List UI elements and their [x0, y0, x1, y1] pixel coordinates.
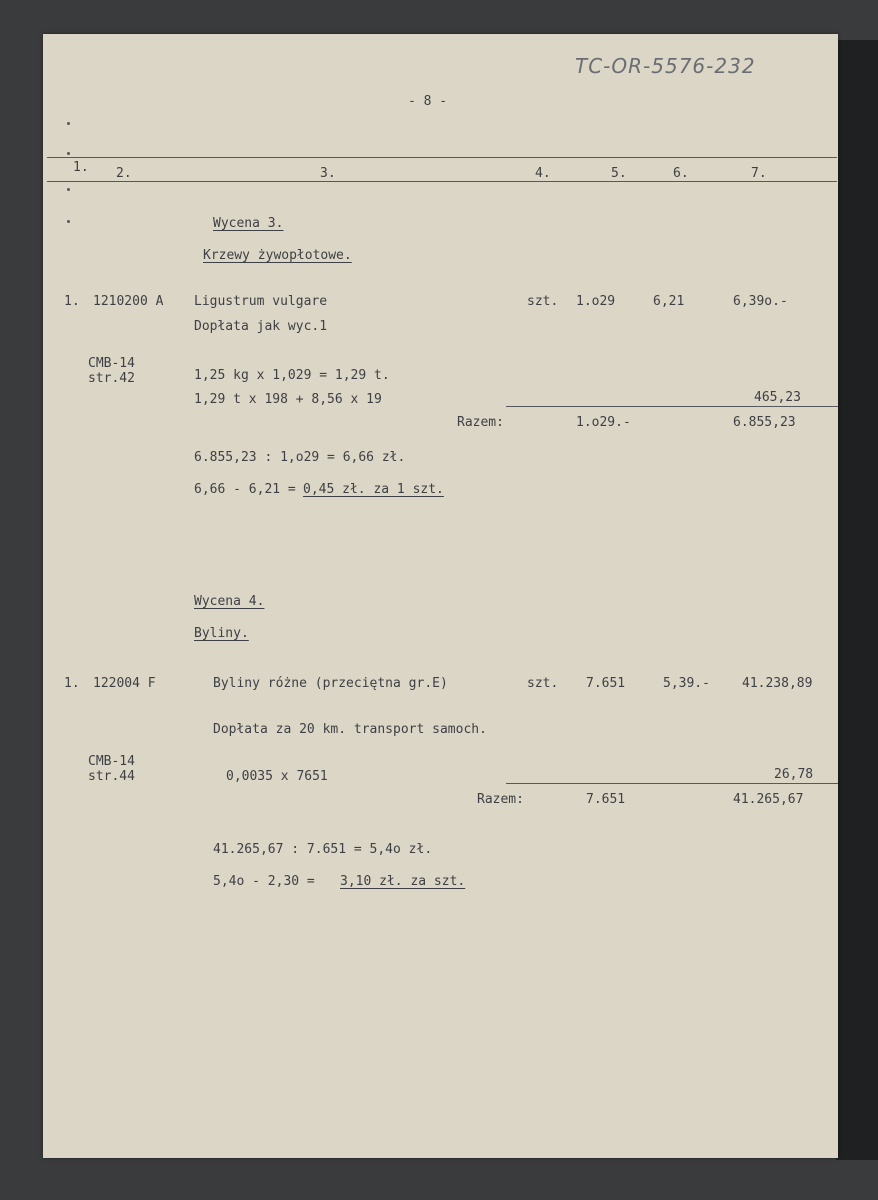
wycena4-sum-rule [506, 783, 838, 784]
wycena4-item-qty: 7.651 [586, 676, 626, 691]
wycena4-subheading: Byliny. [194, 626, 249, 641]
wycena3-item-price: 6,21 [653, 294, 685, 309]
wycena4-item-lp: 1. [64, 676, 80, 691]
wycena3-calc2-value: 465,23 [754, 390, 801, 405]
document-page [43, 34, 838, 1158]
wycena4-item-name: Byliny różne (przeciętna gr.E) [213, 676, 448, 691]
margin-mark [67, 122, 70, 125]
column-number-2: 2. [116, 166, 132, 181]
wycena4-heading: Wycena 4. [194, 594, 265, 609]
wycena4-item-value: 41.238,89 [742, 676, 813, 691]
wycena3-subheading: Krzewy żywopłotowe. [203, 248, 352, 263]
wycena4-item-code: 122004 F [93, 676, 156, 691]
wycena3-razem-qty: 1.o29.- [576, 415, 631, 430]
wycena4-item-price: 5,39.- [663, 676, 710, 691]
wycena3-ref-line2: str.42 [88, 371, 135, 386]
wycena4-item-unit: szt. [527, 676, 559, 691]
wycena3-item-qty: 1.o29 [576, 294, 616, 309]
wycena3-result2-prefix: 6,66 - 6,21 = [194, 482, 296, 497]
wycena4-razem-label: Razem: [477, 792, 524, 807]
wycena3-result2-final: 0,45 zł. za 1 szt. [303, 482, 444, 497]
wycena4-note: Dopłata za 20 km. transport samoch. [213, 722, 487, 737]
wycena3-razem-value: 6.855,23 [733, 415, 796, 430]
wycena4-result2-final: 3,10 zł. za szt. [340, 874, 466, 889]
page-number: - 8 - [408, 94, 448, 109]
wycena3-result1: 6.855,23 : 1,o29 = 6,66 zł. [194, 450, 406, 465]
margin-mark [67, 188, 70, 191]
wycena3-item-name: Ligustrum vulgare [194, 294, 328, 309]
header-rule-bottom [47, 181, 837, 182]
wycena4-razem-value: 41.265,67 [733, 792, 804, 807]
wycena3-razem-label: Razem: [457, 415, 504, 430]
header-rule-top [47, 157, 837, 158]
column-number-3: 3. [320, 166, 336, 181]
wycena3-sum-rule [506, 406, 838, 407]
wycena4-calc1: 0,0035 x 7651 [226, 769, 328, 784]
wycena3-calc1: 1,25 kg x 1,029 = 1,29 t. [194, 368, 390, 383]
column-number-7: 7. [751, 166, 767, 181]
wycena3-heading: Wycena 3. [213, 216, 284, 231]
wycena3-item-unit: szt. [527, 294, 559, 309]
wycena3-item-code: 1210200 A [93, 294, 164, 309]
wycena3-calc2: 1,29 t x 198 + 8,56 x 19 [194, 392, 382, 407]
column-number-5: 5. [611, 166, 627, 181]
wycena4-result1: 41.265,67 : 7.651 = 5,4o zł. [213, 842, 433, 857]
wycena4-razem-qty: 7.651 [586, 792, 626, 807]
column-number-6: 6. [673, 166, 689, 181]
wycena4-ref-line2: str.44 [88, 769, 135, 784]
margin-mark [67, 152, 70, 155]
wycena4-result2-prefix: 5,4o - 2,30 = [213, 874, 315, 889]
handwritten-reference: TC-OR-5576-232 [575, 54, 756, 78]
wycena3-item-lp: 1. [64, 294, 80, 309]
column-number-1: 1. [73, 160, 89, 175]
wycena3-note: Dopłata jak wyc.1 [194, 319, 328, 334]
wycena4-ref-line1: CMB-14 [88, 754, 135, 769]
wycena4-calc1-value: 26,78 [774, 767, 814, 782]
margin-mark [67, 220, 70, 223]
wycena3-ref-line1: CMB-14 [88, 356, 135, 371]
background-edge [836, 40, 878, 1160]
column-number-4: 4. [535, 166, 551, 181]
wycena3-item-value: 6,39o.- [733, 294, 788, 309]
